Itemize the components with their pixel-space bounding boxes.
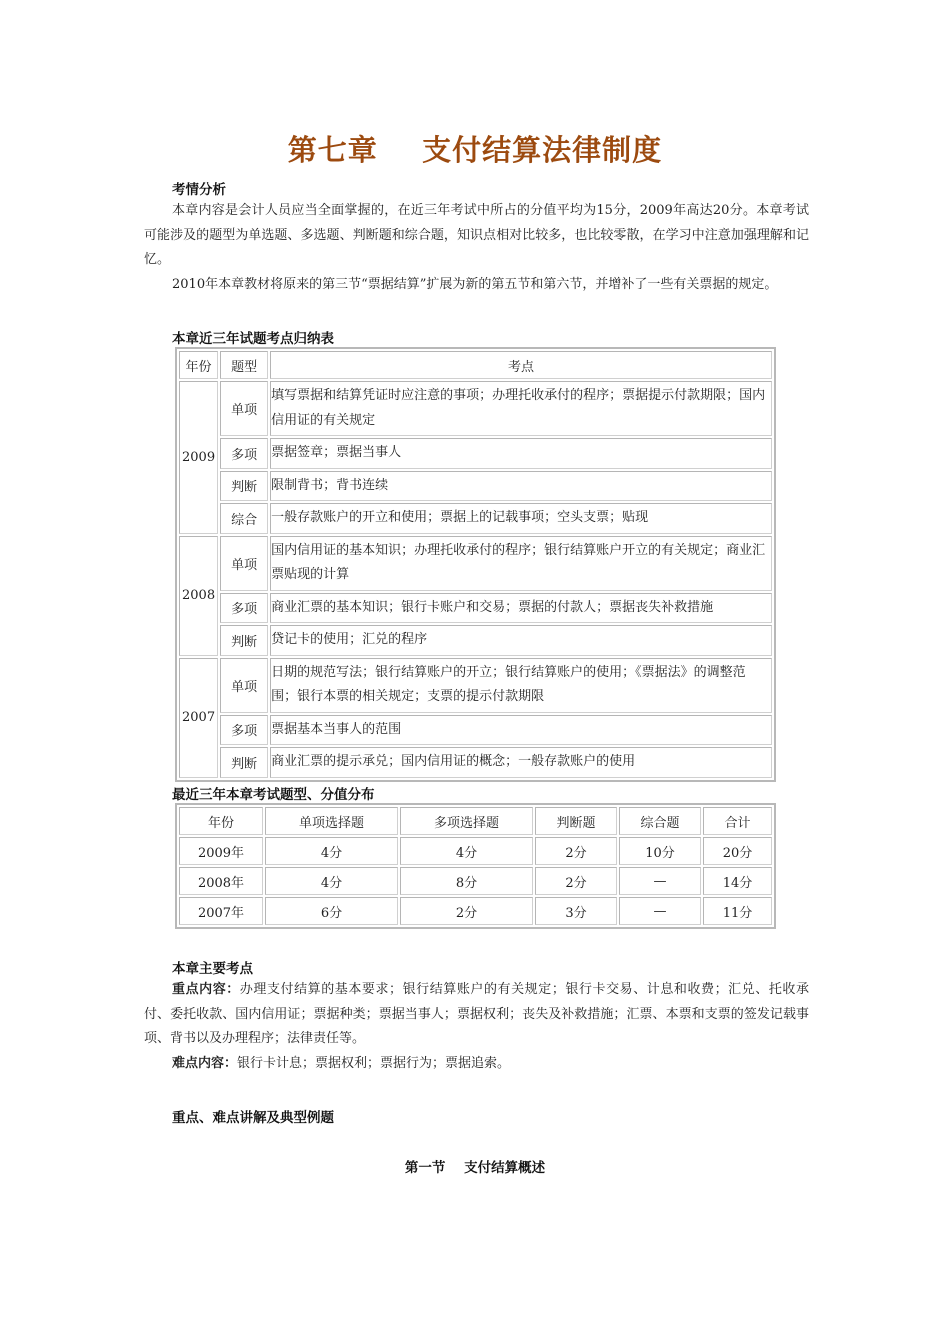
table-row xyxy=(179,503,772,534)
header-cell: 年份 xyxy=(179,807,263,835)
table-row xyxy=(179,471,772,502)
analysis-paragraph-2: 2010年本章教材将原来的第三节“票据结算”扩展为新的第五节和第六节，并增补了一些有关票据的规定。 xyxy=(172,277,778,292)
table-row xyxy=(179,715,772,746)
points-cell: 国内信用证的基本知识；办理托收承付的程序；银行结算账户开立的有关规定；商业汇票贴现的计算 xyxy=(270,536,772,591)
type-cell: 判断 xyxy=(220,471,268,502)
key-points-heading: 本章主要考点 xyxy=(172,961,253,977)
table-cell: 6分 xyxy=(265,897,398,925)
difficult-content-paragraph xyxy=(144,1052,809,1077)
table-row xyxy=(179,536,772,591)
type-cell: 单项 xyxy=(220,536,268,591)
table-row xyxy=(179,837,772,865)
header-cell: 多项选择题 xyxy=(400,807,533,835)
points-cell: 填写票据和结算凭证时应注意的事项；办理托收承付的程序；票据提示付款期限；国内信用证的有关规定 xyxy=(270,381,772,436)
points-cell: 贷记卡的使用；汇兑的程序 xyxy=(270,625,772,656)
table-row xyxy=(179,897,772,925)
analysis-paragraph-1: 本章内容是会计人员应当全面掌握的，在近三年考试中所占的分值平均为15分，2009年高达20分。本章考试可能涉及的题型为单选题、多选题、判断题和综合题，知识点相对比较多，也比较零散，在学习中注意加强理解和记忆。 xyxy=(144,203,809,267)
points-cell: 商业汇票的基本知识；银行卡账户和交易；票据的付款人；票据丧失补救措施 xyxy=(270,593,772,624)
type-cell: 综合 xyxy=(220,503,268,534)
header-type: 题型 xyxy=(220,351,268,379)
table-cell: 4分 xyxy=(265,837,398,865)
analysis-heading: 考情分析 xyxy=(172,182,226,198)
header-cell: 综合题 xyxy=(619,807,701,835)
table-row xyxy=(179,747,772,778)
table-row xyxy=(179,658,772,713)
table-cell: 10分 xyxy=(619,837,701,865)
year-cell: 2008 xyxy=(179,536,218,656)
points-cell: 限制背书；背书连续 xyxy=(270,471,772,502)
points-cell: 票据基本当事人的范围 xyxy=(270,715,772,746)
key-content-label: 重点内容： xyxy=(172,982,240,997)
table1-caption: 本章近三年试题考点归纳表 xyxy=(172,331,334,347)
year-cell: 2009 xyxy=(179,381,218,534)
table-cell: 4分 xyxy=(265,867,398,895)
header-cell: 判断题 xyxy=(535,807,617,835)
type-cell: 判断 xyxy=(220,625,268,656)
table-cell: 2008年 xyxy=(179,867,263,895)
table-row xyxy=(179,625,772,656)
table-cell: 2分 xyxy=(400,897,533,925)
table-row xyxy=(179,438,772,469)
table-cell: 20分 xyxy=(703,837,772,865)
header-cell: 合计 xyxy=(703,807,772,835)
table-row xyxy=(179,593,772,624)
type-cell: 单项 xyxy=(220,658,268,713)
table-cell: — xyxy=(619,897,701,925)
type-cell: 多项 xyxy=(220,715,268,746)
header-year: 年份 xyxy=(179,351,218,379)
key-content-text: 办理支付结算的基本要求；银行结算账户的有关规定；银行卡交易、计息和收费；汇兑、托收承付、委托收款、国内信用证；票据种类；票据当事人；票据权利；丧失及补救措施；汇票、本票和支票的签发记载事项、背书以及办理程序；法律责任等。 xyxy=(144,982,809,1046)
points-cell: 票据签章；票据当事人 xyxy=(270,438,772,469)
table-cell: 8分 xyxy=(400,867,533,895)
table-cell: 14分 xyxy=(703,867,772,895)
exam-points-table xyxy=(175,347,776,782)
difficult-content-text: 银行卡计息；票据权利；票据行为；票据追索。 xyxy=(237,1056,511,1071)
table2-caption: 最近三年本章考试题型、分值分布 xyxy=(172,787,375,803)
type-cell: 判断 xyxy=(220,747,268,778)
section1-heading: 第一节 支付结算概述 xyxy=(404,1160,546,1176)
points-cell: 日期的规范写法；银行结算账户的开立；银行结算账户的使用；《票据法》的调整范围；银行本票的相关规定；支票的提示付款期限 xyxy=(270,658,772,713)
table-cell: 2分 xyxy=(535,837,617,865)
type-cell: 多项 xyxy=(220,593,268,624)
table-row xyxy=(179,381,772,436)
difficult-content-label: 难点内容： xyxy=(172,1056,238,1071)
table-header-row xyxy=(179,351,772,379)
year-cell: 2007 xyxy=(179,658,218,778)
table-cell: 4分 xyxy=(400,837,533,865)
table-header-row xyxy=(179,807,772,835)
type-cell: 多项 xyxy=(220,438,268,469)
table-row xyxy=(179,867,772,895)
points-cell: 一般存款账户的开立和使用；票据上的记载事项；空头支票；贴现 xyxy=(270,503,772,534)
table-cell: 3分 xyxy=(535,897,617,925)
table-cell: 2分 xyxy=(535,867,617,895)
table-cell: 2007年 xyxy=(179,897,263,925)
key-content-paragraph xyxy=(144,978,809,1052)
chapter-title: 第七章 支付结算法律制度 xyxy=(287,133,663,167)
table-cell: — xyxy=(619,867,701,895)
type-cell: 单项 xyxy=(220,381,268,436)
points-cell: 商业汇票的提示承兑；国内信用证的概念；一般存款账户的使用 xyxy=(270,747,772,778)
header-cell: 单项选择题 xyxy=(265,807,398,835)
header-points: 考点 xyxy=(270,351,772,379)
score-distribution-table xyxy=(175,803,776,929)
table-cell: 2009年 xyxy=(179,837,263,865)
lecture-heading: 重点、难点讲解及典型例题 xyxy=(172,1110,334,1126)
table-cell: 11分 xyxy=(703,897,772,925)
